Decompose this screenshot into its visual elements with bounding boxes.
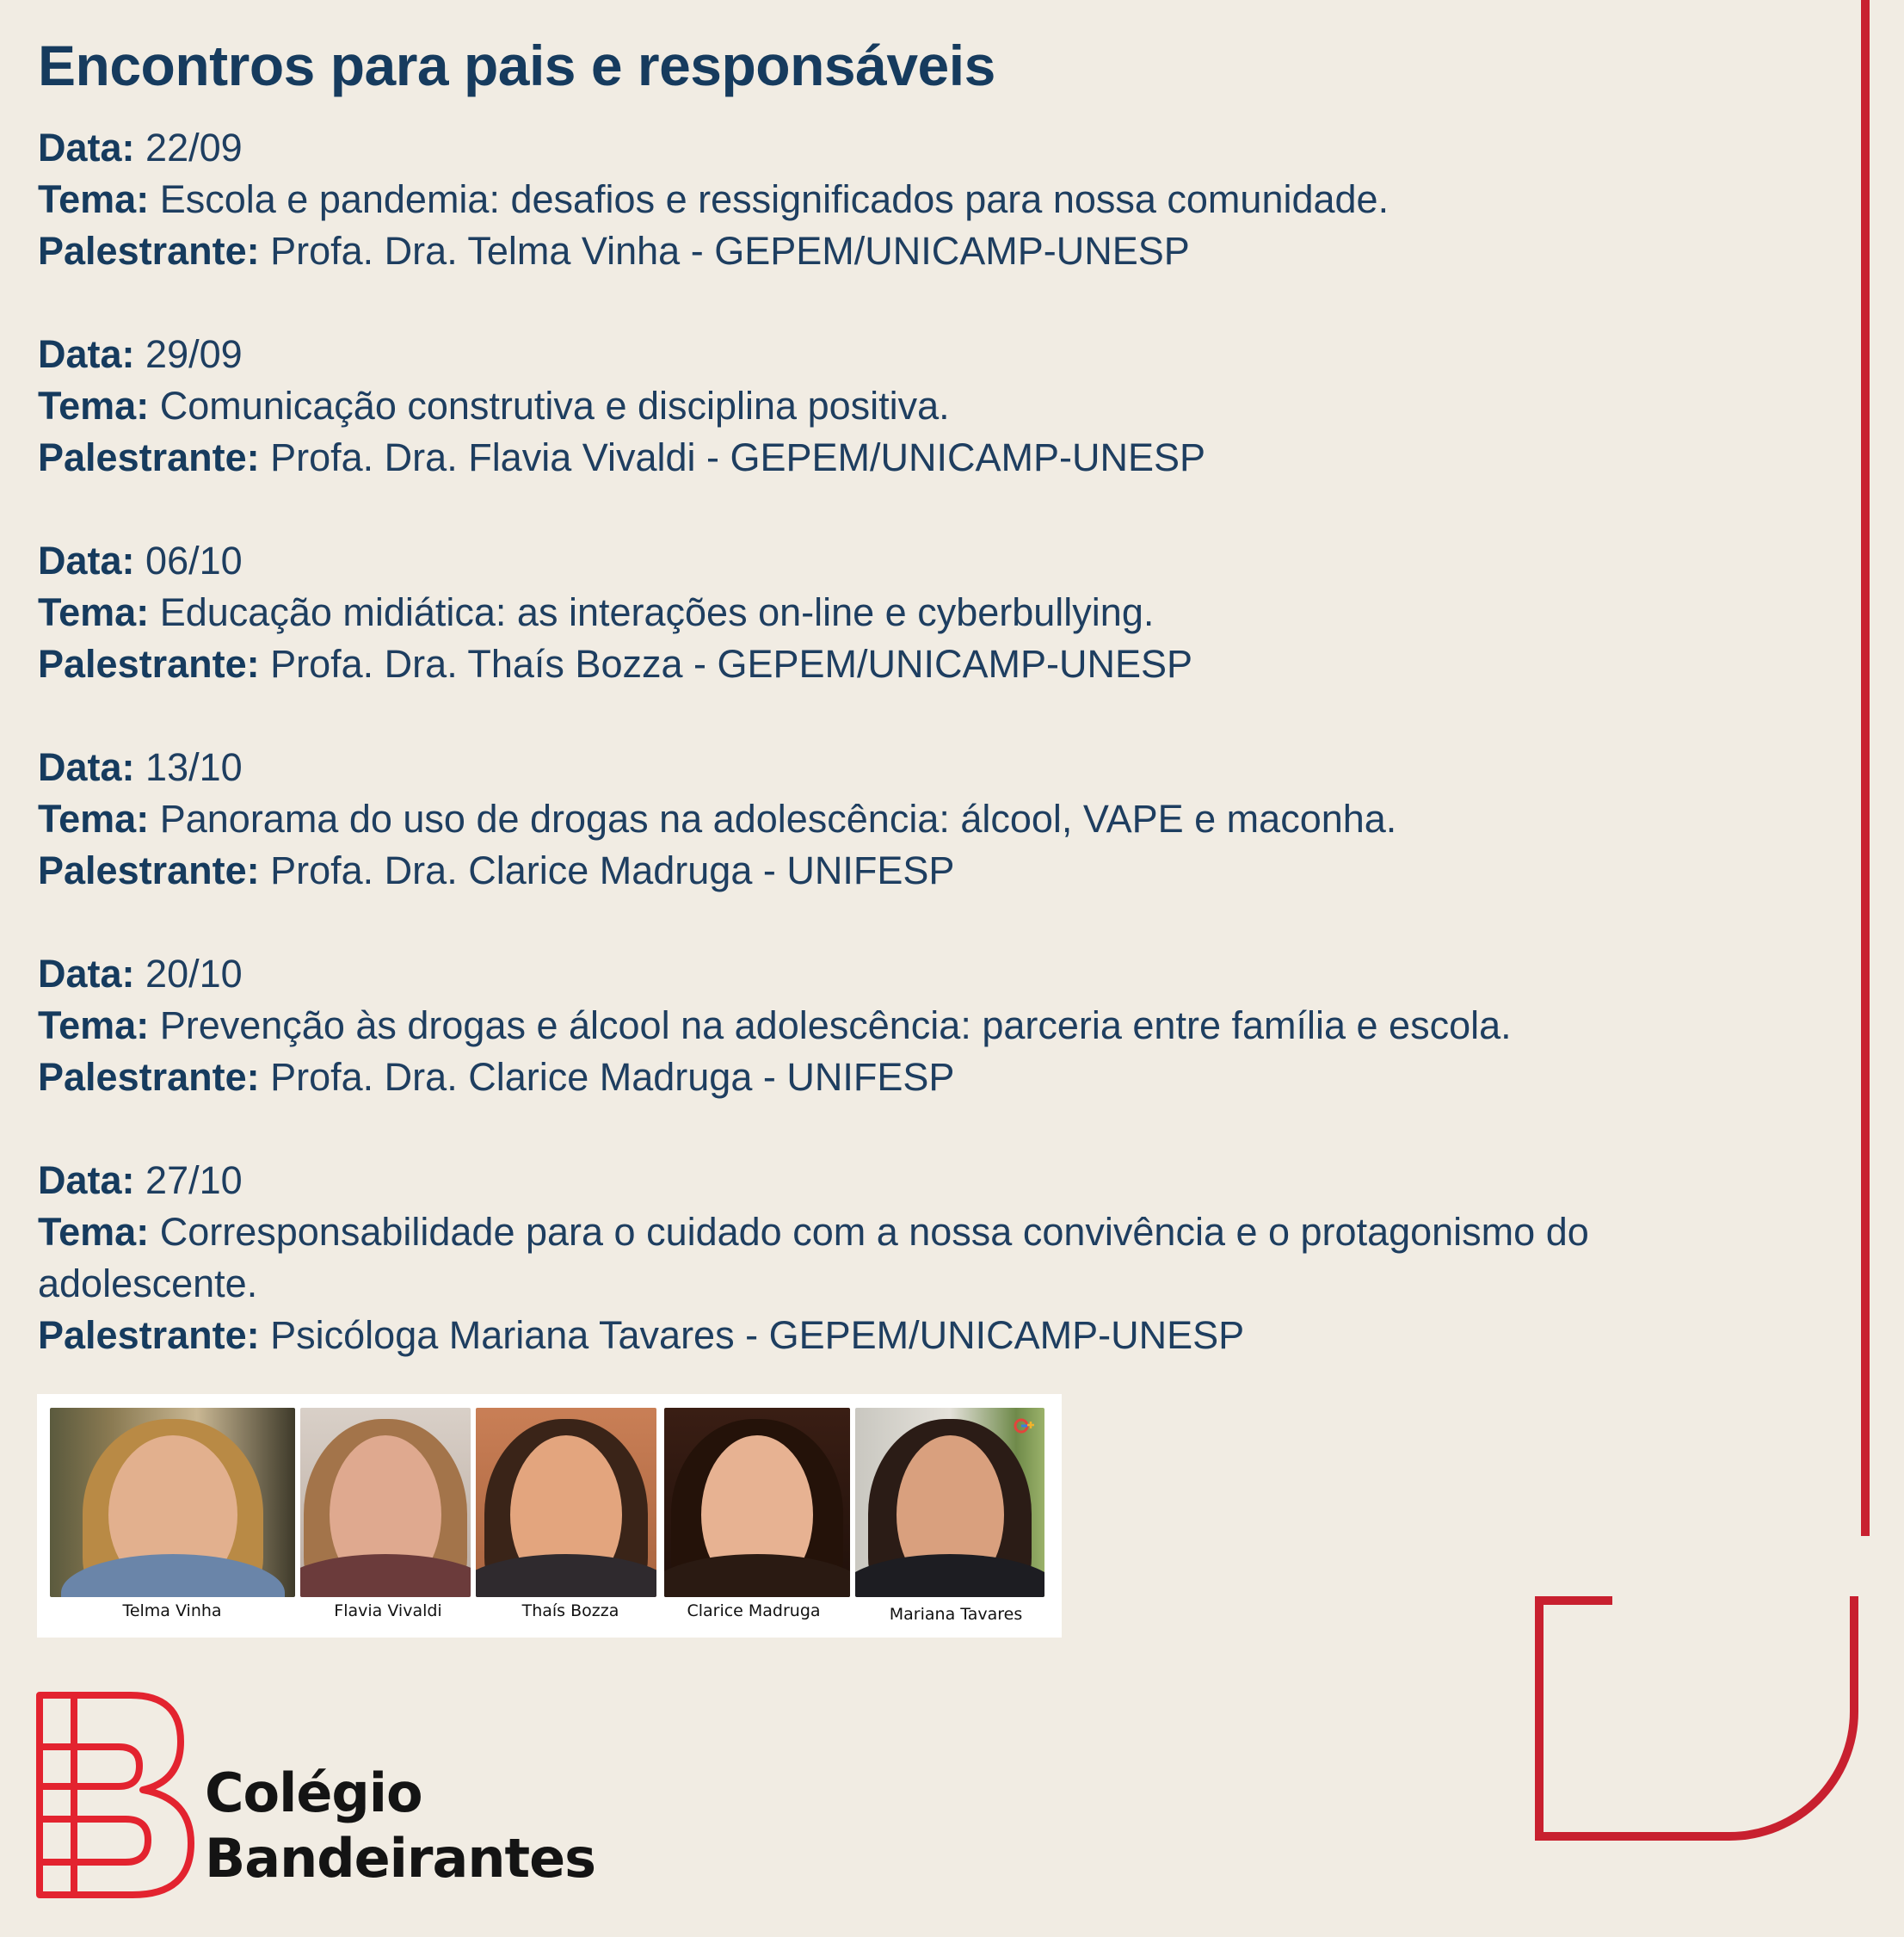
event-list xyxy=(38,122,1741,1413)
speaker-label: Palestrante: xyxy=(38,1313,260,1357)
speaker-caption: Mariana Tavares xyxy=(889,1605,1023,1624)
event-theme xyxy=(38,587,1724,638)
speaker-label: Palestrante: xyxy=(38,848,260,892)
theme-value: Escola e pandemia: desafios e ressignificados para nossa comunidade. xyxy=(159,177,1389,221)
event-date xyxy=(38,742,1741,793)
speaker-photo-strip xyxy=(37,1394,1062,1638)
event-theme xyxy=(38,1206,1724,1310)
theme-value: Prevenção às drogas e álcool na adolescência: parceria entre família e escola. xyxy=(159,1003,1512,1047)
event-date xyxy=(38,535,1741,587)
speaker-label: Palestrante: xyxy=(38,642,260,686)
speaker-photo xyxy=(50,1408,295,1597)
speaker-photo xyxy=(664,1408,850,1597)
theme-value: Comunicação construtiva e disciplina positiva. xyxy=(159,384,950,428)
event-item xyxy=(38,948,1741,1103)
date-value: 13/10 xyxy=(145,745,243,789)
speaker-photo xyxy=(855,1408,1044,1597)
google-plus-icon xyxy=(1014,1416,1036,1435)
logo-line-1: Colégio xyxy=(205,1761,422,1824)
speaker-label: Palestrante: xyxy=(38,1055,260,1099)
theme-label: Tema: xyxy=(38,177,150,221)
speaker-value: Psicóloga Mariana Tavares - GEPEM/UNICAMP-UNESP xyxy=(270,1313,1245,1357)
event-speaker xyxy=(38,225,1741,277)
event-date xyxy=(38,948,1741,1000)
speaker-caption: Thaís Bozza xyxy=(521,1601,619,1620)
speaker-caption: Clarice Madruga xyxy=(687,1601,821,1620)
speaker-value: Profa. Dra. Clarice Madruga - UNIFESP xyxy=(270,848,955,892)
theme-value: Corresponsabilidade para o cuidado com a nossa convivência e o protagonismo do adolescente. xyxy=(38,1210,1589,1305)
date-label: Data: xyxy=(38,332,135,376)
event-item xyxy=(38,1155,1741,1361)
event-theme xyxy=(38,793,1724,845)
event-item xyxy=(38,122,1741,277)
date-label: Data: xyxy=(38,952,135,996)
theme-value: Educação midiática: as interações on-line e cyberbullying. xyxy=(159,590,1155,634)
event-speaker xyxy=(38,1052,1741,1103)
speaker-caption: Flavia Vivaldi xyxy=(334,1601,442,1620)
speaker-value: Profa. Dra. Flavia Vivaldi - GEPEM/UNICAMP-UNESP xyxy=(270,435,1206,479)
event-date xyxy=(38,122,1741,174)
event-theme xyxy=(38,380,1724,432)
date-value: 22/09 xyxy=(145,126,243,170)
theme-label: Tema: xyxy=(38,797,150,841)
decorative-red-bracket xyxy=(1535,1596,1858,1841)
logo-wordmark xyxy=(205,1761,595,1891)
speaker-value: Profa. Dra. Clarice Madruga - UNIFESP xyxy=(270,1055,955,1099)
speaker-label: Palestrante: xyxy=(38,229,260,273)
speaker-value: Profa. Dra. Thaís Bozza - GEPEM/UNICAMP-UNESP xyxy=(270,642,1193,686)
b-monogram-logo-icon xyxy=(36,1692,196,1898)
speaker-photo xyxy=(300,1408,471,1597)
event-item xyxy=(38,742,1741,897)
date-value: 20/10 xyxy=(145,952,243,996)
date-label: Data: xyxy=(38,126,135,170)
event-date xyxy=(38,1155,1741,1206)
event-speaker xyxy=(38,638,1741,690)
event-speaker xyxy=(38,845,1741,897)
theme-label: Tema: xyxy=(38,1003,150,1047)
speaker-photo xyxy=(476,1408,656,1597)
page-title: Encontros para pais e responsáveis xyxy=(38,34,995,97)
event-theme xyxy=(38,174,1724,225)
speaker-label: Palestrante: xyxy=(38,435,260,479)
logo-line-2: Bandeirantes xyxy=(205,1827,596,1890)
event-item xyxy=(38,329,1741,484)
speaker-caption: Telma Vinha xyxy=(122,1601,222,1620)
date-value: 27/10 xyxy=(145,1158,243,1202)
theme-label: Tema: xyxy=(38,384,150,428)
theme-label: Tema: xyxy=(38,1210,150,1254)
event-speaker xyxy=(38,1310,1741,1361)
event-theme xyxy=(38,1000,1724,1052)
date-value: 06/10 xyxy=(145,539,243,583)
event-date xyxy=(38,329,1741,380)
speaker-value: Profa. Dra. Telma Vinha - GEPEM/UNICAMP-UNESP xyxy=(270,229,1190,273)
decorative-red-line xyxy=(1861,0,1870,1536)
date-label: Data: xyxy=(38,539,135,583)
date-value: 29/09 xyxy=(145,332,243,376)
decorative-red-bracket-tab xyxy=(1535,1596,1612,1605)
theme-label: Tema: xyxy=(38,590,150,634)
date-label: Data: xyxy=(38,745,135,789)
event-item xyxy=(38,535,1741,690)
date-label: Data: xyxy=(38,1158,135,1202)
theme-value: Panorama do uso de drogas na adolescência: álcool, VAPE e maconha. xyxy=(159,797,1397,841)
event-speaker xyxy=(38,432,1741,484)
